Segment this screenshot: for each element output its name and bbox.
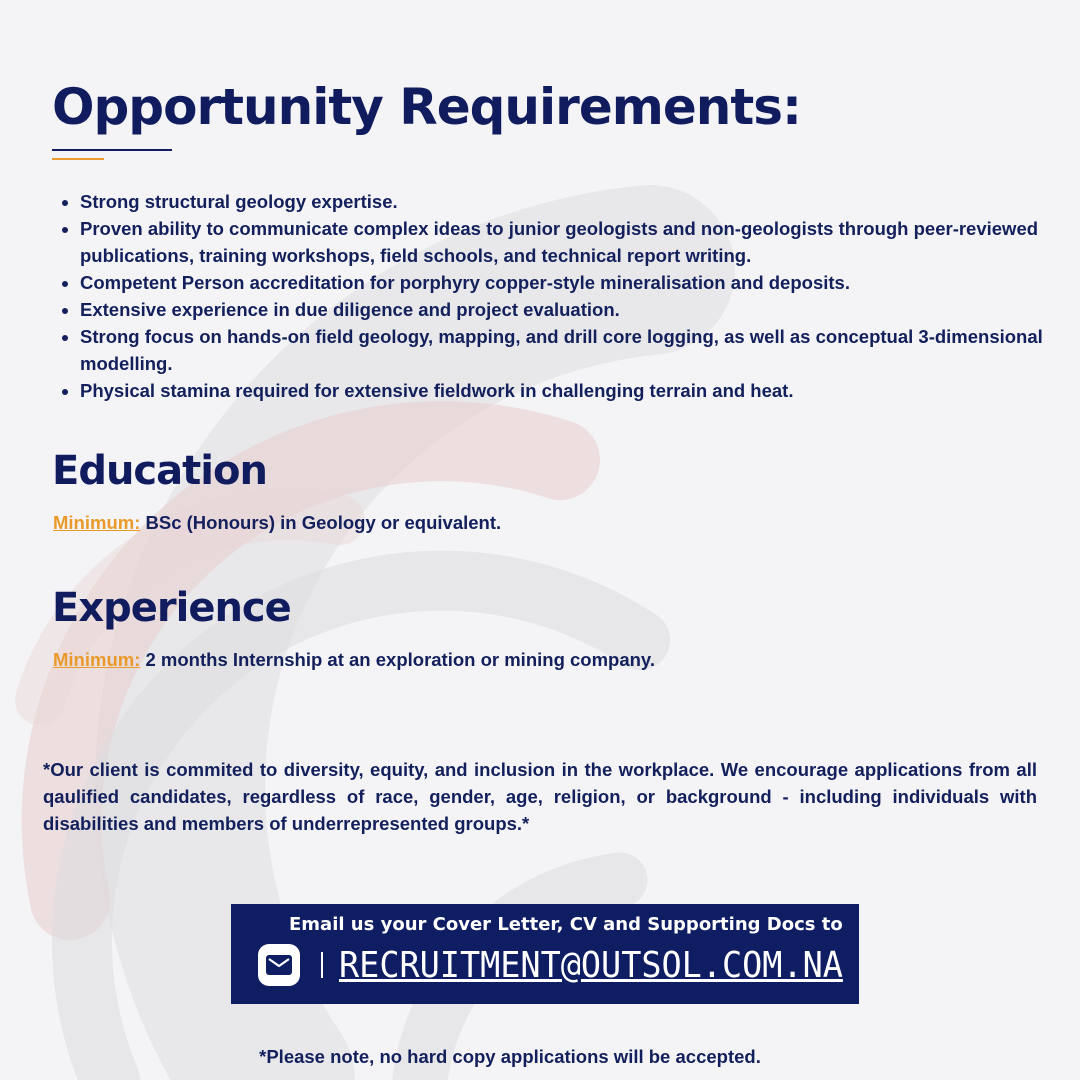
email-cta-banner [231, 904, 859, 1004]
list-item: • Physical stamina required for extensive fieldwork in challenging terrain and heat. [80, 377, 1070, 404]
experience-minimum-text: 2 months Internship at an exploration or mining company. [145, 649, 655, 670]
experience-minimum [53, 649, 655, 671]
list-item: • Strong focus on hands-on field geology, mapping, and drill core logging, as well as conceptual 3-dimensional modelling. [80, 323, 1070, 377]
diversity-statement: *Our client is commited to diversity, equity, and inclusion in the workplace. We encourage applications from all qaulified candidates, regardless of race, gender, age, religion, or background - including individuals with disabilities and members of underrepresented groups.* [43, 759, 1037, 834]
education-minimum [53, 512, 501, 534]
footer-note: *Please note, no hard copy applications will be accepted. [259, 1046, 761, 1067]
list-item: • Strong structural geology expertise. [80, 188, 1070, 215]
title-underline-navy [52, 149, 172, 151]
cta-heading: Email us your Cover Letter, CV and Supporting Docs to [289, 914, 843, 935]
cta-divider [321, 952, 323, 978]
list-item: • Proven ability to communicate complex ideas to junior geologists and non-geologists through peer-reviewed publications, training workshops, field schools, and technical report writing. [80, 215, 1070, 269]
experience-heading: Experience [52, 585, 291, 631]
education-minimum-label: Minimum: [53, 512, 141, 533]
list-item: • Competent Person accreditation for porphyry copper-style mineralisation and deposits. [80, 269, 1070, 296]
requirements-list [52, 188, 1070, 404]
experience-minimum-label: Minimum: [53, 649, 141, 670]
list-item: • Extensive experience in due diligence and project evaluation. [80, 296, 1070, 323]
page-title: Opportunity Requirements: [52, 78, 801, 136]
envelope-icon [258, 944, 300, 986]
education-minimum-text: BSc (Honours) in Geology or equivalent. [145, 512, 502, 533]
recruitment-email-link[interactable]: RECRUITMENT@OUTSOL.COM.NA [339, 945, 843, 986]
title-underline-orange [52, 158, 104, 160]
education-heading: Education [52, 448, 267, 494]
